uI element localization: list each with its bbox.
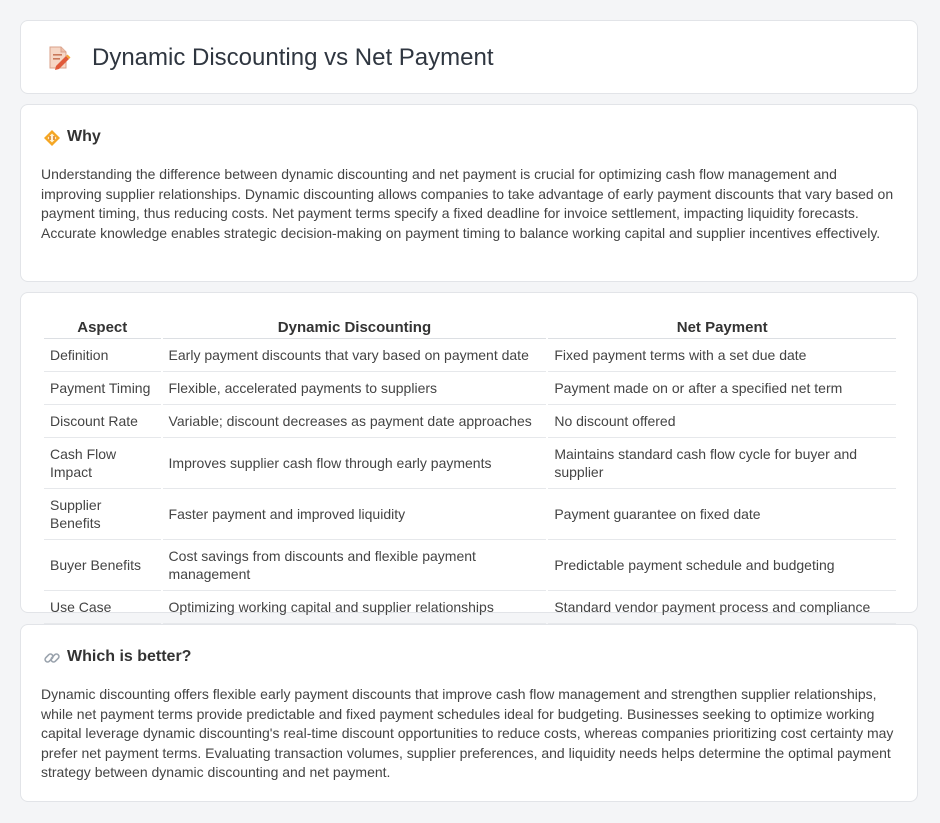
document-pencil-icon <box>47 45 71 71</box>
cell-net: Standard vendor payment process and compliance <box>548 591 896 624</box>
table-row <box>44 591 896 624</box>
why-text: Understanding the difference between dynamic discounting and net payment is crucial for optimizing cash flow management and improving supplier relationships. Dynamic discounting allows companies to take advantage of early payment discounts that vary based on payment timing, thus reducing costs. Net payment terms specify a fixed deadline for invoice settlement, impacting liquidity forecasts. Accurate knowledge enables strategic decision-making on payment timing to balance working capital and supplier incentives effectively. <box>41 166 894 241</box>
cell-aspect: Discount Rate <box>44 405 161 438</box>
cell-dynamic: Faster payment and improved liquidity <box>163 489 547 540</box>
title-card <box>20 20 918 94</box>
cell-dynamic: Cost savings from discounts and flexible payment management <box>163 540 547 591</box>
cell-aspect: Buyer Benefits <box>44 540 161 591</box>
which-is-better-section <box>20 624 918 802</box>
which-is-better-text: Dynamic discounting offers flexible early payment discounts that improve cash flow management and strengthen supplier relationships, while net payment terms provide predictable and fixed payment schedules ideal for budgeting. Businesses seeking to optimize working capital leverage dynamic discounting's real-time discount opportunities to reduce costs, whereas companies prioritizing cost certainty may prefer net payment terms. Evaluating transaction volumes, supplier preferences, and liquidity needs helps determine the optimal payment strategy between dynamic discounting and net payment. <box>41 686 894 781</box>
cell-dynamic: Flexible, accelerated payments to suppliers <box>163 372 547 405</box>
cell-aspect: Payment Timing <box>44 372 161 405</box>
comparison-table <box>42 316 898 624</box>
cell-aspect: Use Case <box>44 591 161 624</box>
table-header-row <box>44 316 896 339</box>
cell-dynamic: Variable; discount decreases as payment date approaches <box>163 405 547 438</box>
page-title: Dynamic Discounting vs Net Payment <box>92 44 494 71</box>
cell-aspect: Definition <box>44 339 161 372</box>
header-net-payment: Net Payment <box>548 316 896 339</box>
cell-dynamic: Improves supplier cash flow through early payments <box>163 438 547 489</box>
comparison-card <box>20 292 918 613</box>
cell-aspect: Supplier Benefits <box>44 489 161 540</box>
table-row <box>44 372 896 405</box>
cell-net: Predictable payment schedule and budgeting <box>548 540 896 591</box>
cell-dynamic: Early payment discounts that vary based on payment date <box>163 339 547 372</box>
cell-net: Fixed payment terms with a set due date <box>548 339 896 372</box>
diamond-warning-icon <box>43 129 61 147</box>
cell-dynamic: Optimizing working capital and supplier relationships <box>163 591 547 624</box>
table-row <box>44 339 896 372</box>
which-is-better-title: Which is better? <box>67 648 192 665</box>
link-icon <box>43 649 61 667</box>
why-title: Why <box>67 128 101 145</box>
table-row <box>44 489 896 540</box>
cell-net: Payment made on or after a specified net term <box>548 372 896 405</box>
why-section <box>20 104 918 282</box>
cell-net: No discount offered <box>548 405 896 438</box>
cell-aspect: Cash Flow Impact <box>44 438 161 489</box>
cell-net: Maintains standard cash flow cycle for buyer and supplier <box>548 438 896 489</box>
table-row <box>44 405 896 438</box>
table-row <box>44 438 896 489</box>
table-row <box>44 540 896 591</box>
header-aspect: Aspect <box>44 316 161 339</box>
cell-net: Payment guarantee on fixed date <box>548 489 896 540</box>
header-dynamic-discounting: Dynamic Discounting <box>163 316 547 339</box>
